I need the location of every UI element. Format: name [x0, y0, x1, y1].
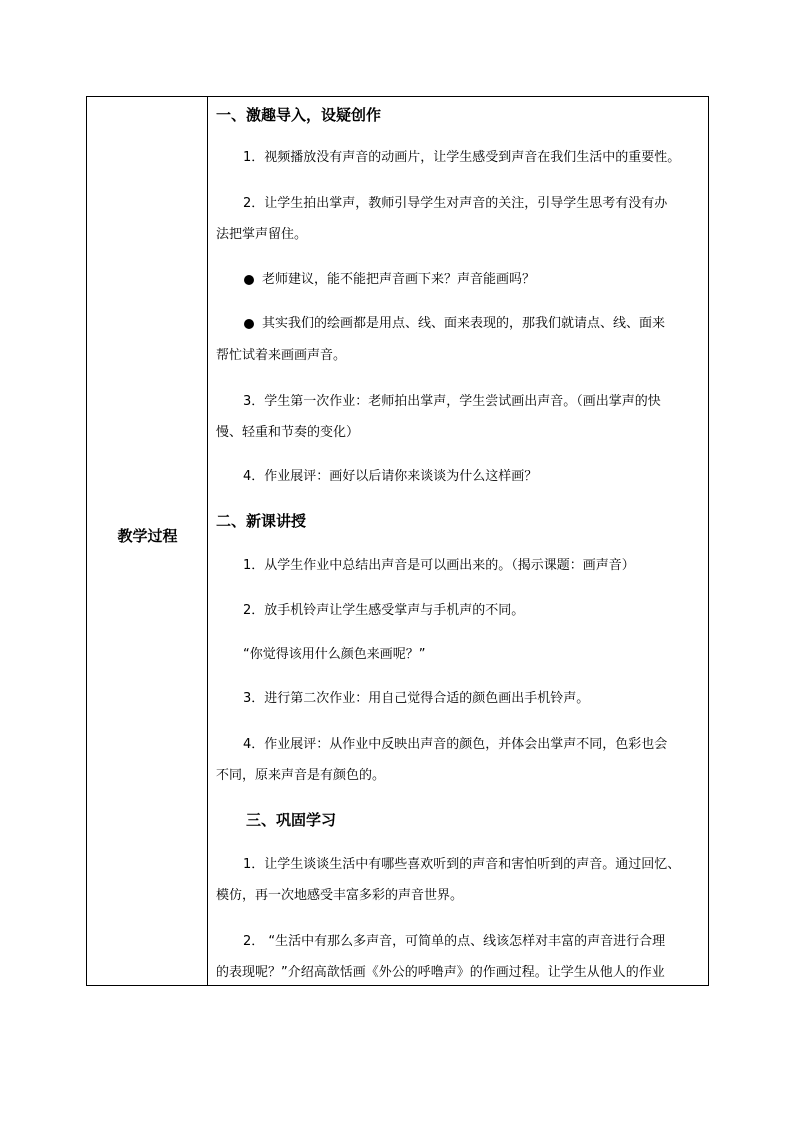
section1-bullet2-line1: 其实我们的绘画都是用点、线、面来表现的，那我们就请点、线、面来 [262, 316, 666, 331]
section1-item4: 4．作业展评：画好以后请你来谈谈为什么这样画？ [243, 469, 538, 484]
section3-item1-line1: 1．让学生谈谈生活中有哪些喜欢听到的声音和害怕听到的声音。通过回忆、 [243, 857, 681, 872]
section2-item2: 2．放手机铃声让学生感受掌声与手机声的不同。 [243, 603, 525, 618]
section1-item2-line2: 法把掌声留住。 [216, 227, 308, 242]
section1-item3-line2: 慢、轻重和节奏的变化） [216, 425, 360, 440]
row-label-cell [87, 97, 208, 985]
row-label: 教学过程 [117, 527, 178, 545]
bullet-icon [244, 319, 254, 329]
section2-quote: “你觉得该用什么颜色来画呢？” [243, 647, 426, 662]
section2-item1: 1．从学生作业中总结出声音是可以画出来的。（揭示课题：画声音） [243, 558, 635, 573]
section1-item3-line1: 3．学生第一次作业：老师拍出掌声，学生尝试画出声音。（画出掌声的快 [243, 394, 661, 409]
section1-item2-line1: 2．让学生拍出掌声，教师引导学生对声音的关注，引导学生思考有没有办 [243, 196, 668, 211]
section2-item4-line1: 4．作业展评：从作业中反映出声音的颜色，并体会出掌声不同，色彩也会 [243, 737, 668, 752]
section1-item1: 1．视频播放没有声音的动画片，让学生感受到声音在我们生活中的重要性。 [243, 150, 681, 165]
teaching-process-content [208, 97, 708, 985]
section2-item4-line2: 不同，原来声音是有颜色的。 [216, 768, 386, 783]
bullet-icon [244, 275, 254, 285]
section3-item2-line2: 的表现呢？”介绍高歆恬画《外公的呼噜声》的作画过程。让学生从他人的作业 [216, 965, 665, 980]
lesson-plan-table [86, 96, 709, 986]
section2-item3: 3．进行第二次作业：用自己觉得合适的颜色画出手机铃声。 [243, 691, 590, 706]
section1-heading: 一、激趣导入，设疑创作 [216, 106, 382, 124]
section2-heading: 二、新课讲授 [216, 512, 307, 530]
section3-item1-line2: 模仿，再一次地感受丰富多彩的声音世界。 [216, 888, 464, 903]
section3-item2-line1: 2． “生活中有那么多声音，可简单的点、线该怎样对丰富的声音进行合理 [243, 934, 666, 949]
section3-heading: 三、巩固学习 [246, 811, 337, 829]
section1-bullet1: 老师建议，能不能把声音画下来？声音能画吗？ [262, 272, 536, 287]
section1-bullet2-line2: 帮忙试着来画画声音。 [216, 348, 347, 363]
